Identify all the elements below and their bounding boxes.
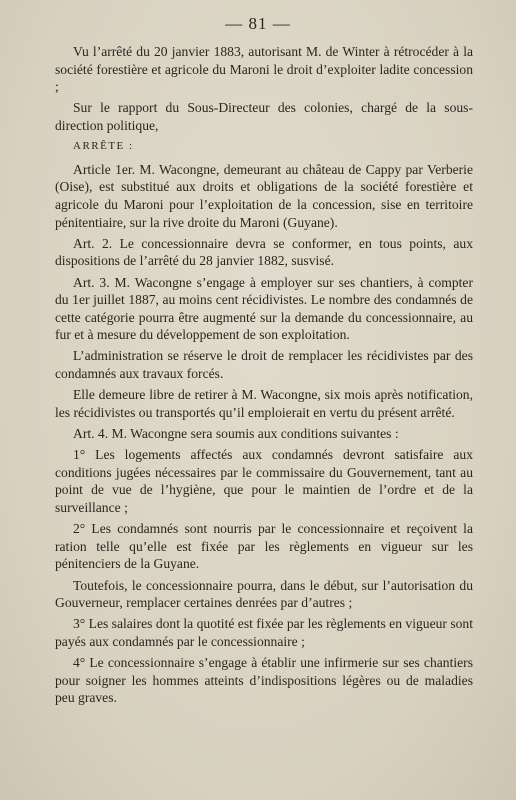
paragraph: L’administration se réserve le droit de remplacer les récidivistes par des condamnés aux travaux forcés. <box>55 348 473 382</box>
paragraph: Vu l’arrêté du 20 janvier 1883, autorisant M. de Winter à rétrocéder à la société forestière et agricole du Maroni le droit d’exploiter ladite concession ; <box>55 44 473 95</box>
document-body <box>55 43 473 711</box>
paragraph: Art. 2. Le concessionnaire devra se conformer, en tous points, aux dispositions de l’arrêté du 28 janvier 1882, susvisé. <box>55 235 473 269</box>
paragraph: Sur le rapport du Sous-Directeur des colonies, chargé de la sous-direction politique, <box>55 100 473 133</box>
paragraph: Elle demeure libre de retirer à M. Wacongne, six mois après notification, les récidivistes ou transportés qu’il emploierait en vertu du présent arrêté. <box>55 387 473 420</box>
paragraph: 2° Les condamnés sont nourris par le concessionnaire et reçoivent la ration telle qu’elle est fixée par les règlements en vigueur sur les pénitenciers de la Guyane. <box>55 521 473 572</box>
paragraph: 3° Les salaires dont la quotité est fixée par les règlements en vigueur sont payés aux condamnés par le concessionnaire ; <box>55 616 473 649</box>
paragraph: 4° Le concessionnaire s’engage à établir une infirmerie sur ses chantiers pour soigner les hommes atteints d’indispositions légères ou de maladies peu graves. <box>55 655 473 706</box>
paragraph: 1° Les logements affectés aux condamnés devront satisfaire aux conditions jugées nécessaires par le commissaire du Gouvernement, tant au point de vue de l’hygiène, que pour le maintien de l’ordre et de la surveillance ; <box>55 447 473 515</box>
paragraph: Art. 4. M. Wacongne sera soumis aux conditions suivantes : <box>73 426 399 442</box>
paragraph: Art. 3. M. Wacongne s’engage à employer sur ses chantiers, à compter du 1er juillet 1887, au moins cent récidivistes. Le nombre des condamnés de cette catégorie pourra être augmenté sur la demande du concessionnaire, au fur et à mesure du développement de son exploitation. <box>55 274 473 343</box>
page-number: — 81 — <box>225 14 291 33</box>
paragraph: Toutefois, le concessionnaire pourra, dans le début, sur l’autorisation du Gouverneur, remplacer certaines denrées par d’autres ; <box>55 577 473 611</box>
paragraph: Article 1er. M. Wacongne, demeurant au château de Cappy par Verberie (Oise), est substitué aux droits et obligations de la société forestière et agricole du Maroni pour l’exploitation de la concession, sise en territoire pénitentiaire, sur la rive droite du Maroni (Guyane). <box>55 161 473 230</box>
section-heading: ARRÊTE : <box>73 140 134 153</box>
